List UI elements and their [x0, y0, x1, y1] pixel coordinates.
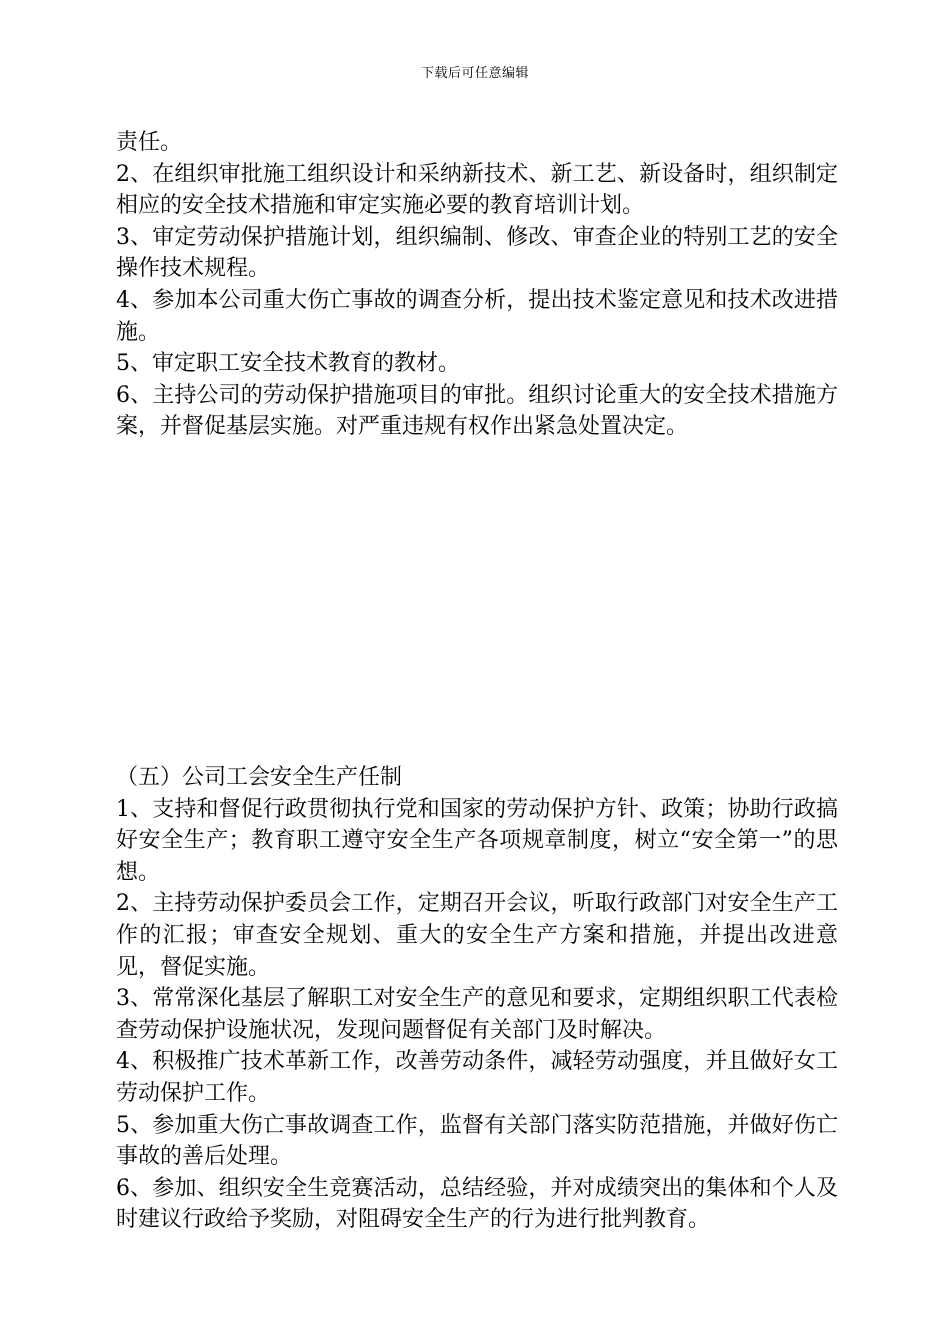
list-item: 2、在组织审批施工组织设计和采纳新技术、新工艺、新设备时，组织制定相应的安全技术措施和审定实施必要的教育培训计划。	[116, 161, 838, 219]
list-item: 4、参加本公司重大伤亡事故的调查分析，提出技术鉴定意见和技术改进措施。	[116, 287, 838, 345]
paragraph-continuation: 责任。	[116, 130, 183, 155]
list-item: 5、参加重大伤亡事故调查工作，监督有关部门落实防范措施，并做好伤亡事故的善后处理。	[116, 1112, 838, 1170]
list-item: 5、审定职工安全技术教育的教材。	[116, 351, 460, 377]
list-item: 6、参加、组织安全生竞赛活动，总结经验，并对成绩突出的集体和个人及时建议行政给予奖励，对阻碍安全生产的行为进行批判教育。	[116, 1175, 838, 1233]
list-item: 6、主持公司的劳动保护措施项目的审批。组织讨论重大的安全技术措施方案，并督促基层实施。对严重违规有权作出紧急处置决定。	[116, 382, 838, 440]
responsibility-list-continued	[116, 127, 838, 443]
section-title: （五）公司工会安全生产任制	[116, 765, 403, 790]
list-item: 3、审定劳动保护措施计划，组织编制、修改、审查企业的特别工艺的安全操作技术规程。	[116, 224, 838, 282]
list-item: 4、积极推广技术革新工作，改善劳动条件，减轻劳动强度，并且做好女工劳动保护工作。	[116, 1049, 838, 1106]
list-item: 3、常常深化基层了解职工对安全生产的意见和要求，定期组织职工代表检查劳动保护设施状况，发现问题督促有关部门及时解决。	[116, 986, 838, 1043]
list-item: 1、支持和督促行政贯彻执行党和国家的劳动保护方针、政策；协助行政搞好安全生产；教育职工遵守安全生产各项规章制度，树立“安全第一”的思想。	[116, 796, 838, 885]
union-safety-section	[116, 762, 838, 1236]
page-header: 下载后可任意编辑	[420, 66, 529, 81]
list-item: 2、主持劳动保护委员会工作，定期召开会议，听取行政部门对安全生产工作的汇报；审查安全规划、重大的安全生产方案和措施，并提出改进意见，督促实施。	[116, 891, 838, 980]
